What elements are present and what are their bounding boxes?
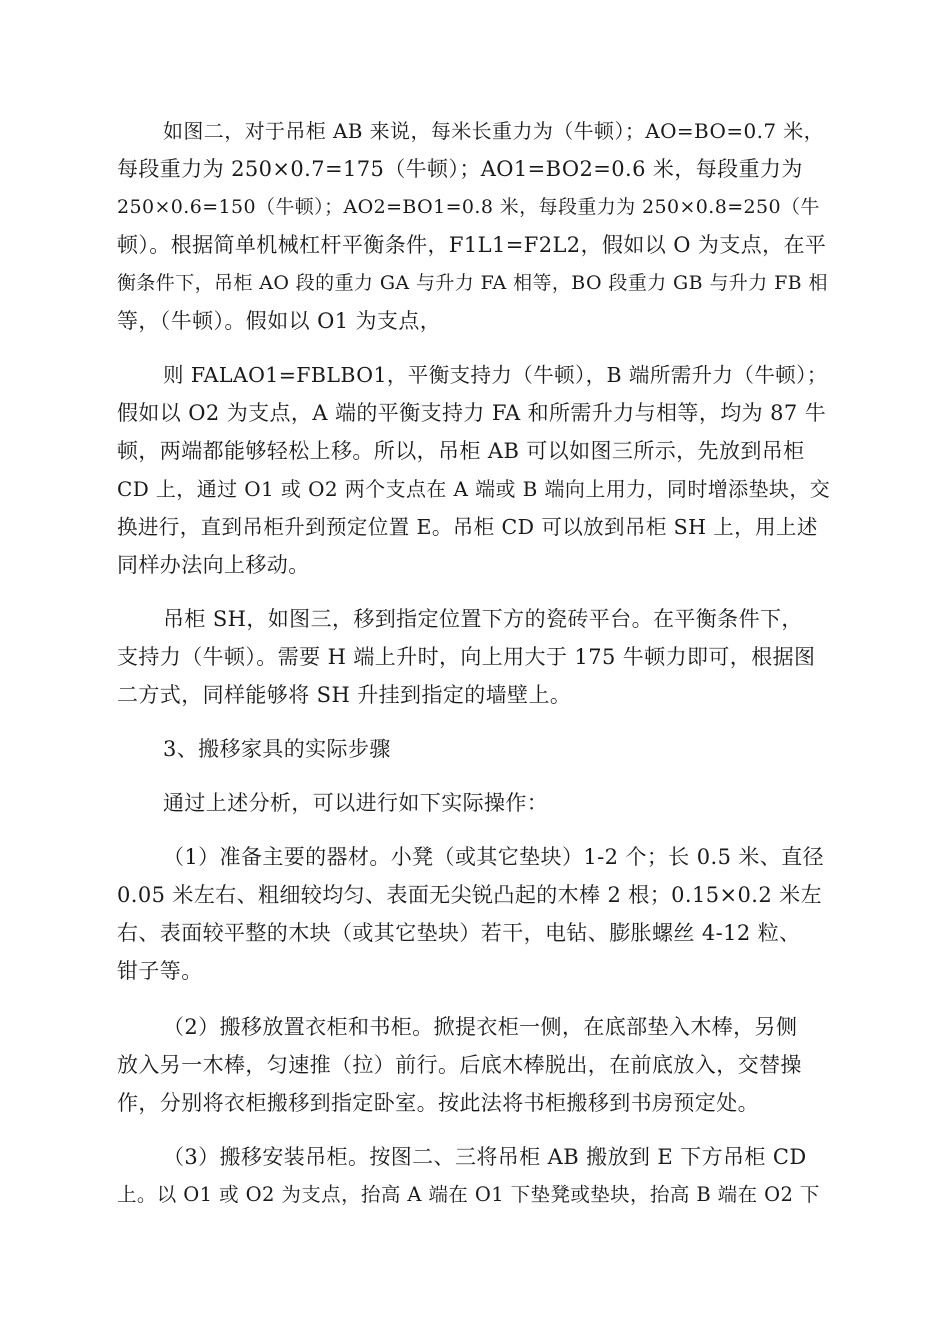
paragraph-2-line-3: 顿，两端都能够轻松上移。所以，吊柜 AB 可以如图三所示，先放到吊柜 [117, 439, 805, 463]
paragraph-3-line-1: 吊柜 SH，如图三，移到指定位置下方的瓷砖平台。在平衡条件下， [163, 607, 803, 631]
step-3-line-1: （3）搬移安装吊柜。按图二、三将吊柜 AB 搬放到 E 下方吊柜 CD [163, 1145, 807, 1169]
paragraph-2-line-4: CD 上，通过 O1 或 O2 两个支点在 A 端或 B 端向上用力，同时增添垫块，交 [117, 477, 831, 501]
paragraph-2-line-6: 同样办法向上移动。 [117, 553, 310, 577]
step-1-line-2: 0.05 米左右、粗细较均匀、表面无尖锐凸起的木棒 2 根；0.15×0.2 米左 [117, 883, 822, 907]
intro-paragraph: 通过上述分析，可以进行如下实际操作： [163, 791, 549, 815]
paragraph-1-line-3: 250×0.6=150（牛顿）；AO2=BO1=0.8 米，每段重力为 250×0.8=250（牛 [117, 196, 820, 218]
step-3-line-2: 上。以 O1 或 O2 为支点，抬高 A 端在 O1 下垫凳或垫块，抬高 B 端在 O2 下 [117, 1183, 820, 1206]
paragraph-1-line-4: 顿）。根据简单机械杠杆平衡条件，F1L1=F2L2，假如以 O 为支点，在平 [117, 233, 827, 257]
step-2-line-3: 作，分别将衣柜搬移到指定卧室。按此法将书柜搬移到书房预定处。 [117, 1091, 759, 1115]
paragraph-1-line-2: 每段重力为 250×0.7=175（牛顿）；AO1=BO2=0.6 米，每段重力为 [117, 157, 803, 181]
section-heading: 3、搬移家具的实际步骤 [163, 737, 391, 761]
step-1-line-4: 钳子等。 [117, 959, 203, 983]
paragraph-2-line-1: 则 FALAO1=FBLBO1，平衡支持力（牛顿），B 端所需升力（牛顿）； [163, 363, 828, 387]
step-1-line-1: （1）准备主要的器材。小凳（或其它垫块）1-2 个；长 0.5 米、直径 [163, 845, 824, 869]
step-2-line-1: （2）搬移放置衣柜和书柜。掀提衣柜一侧，在底部垫入木棒，另侧 [163, 1015, 798, 1039]
step-1-line-3: 右、表面较平整的木块（或其它垫块）若干，电钻、膨胀螺丝 4-12 粒、 [117, 921, 801, 945]
paragraph-2-line-5: 换进行，直到吊柜升到预定位置 E。吊柜 CD 可以放到吊柜 SH 上，用上述 [117, 515, 818, 539]
paragraph-3-line-3: 二方式，同样能够将 SH 升挂到指定的墙壁上。 [117, 683, 572, 707]
paragraph-2-line-2: 假如以 O2 为支点，A 端的平衡支持力 FA 和所需升力与相等，均为 87 牛 [117, 401, 827, 425]
paragraph-3-line-2: 支持力（牛顿）。需要 H 端上升时，向上用大于 175 牛顿力即可，根据图 [117, 645, 816, 669]
paragraph-1-line-5: 衡条件下，吊柜 AO 段的重力 GA 与升力 FA 相等，BO 段重力 GB 与升力 FB 相 [117, 272, 828, 294]
step-2-line-2: 放入另一木棒，匀速推（拉）前行。后底木棒脱出，在前底放入，交替操 [117, 1053, 802, 1077]
paragraph-1-line-6: 等，（牛顿）。假如以 O1 为支点， [117, 309, 442, 333]
paragraph-1-line-1: 如图二，对于吊柜 AB 来说，每米长重力为（牛顿）；AO=BO=0.7 米， [163, 119, 825, 143]
